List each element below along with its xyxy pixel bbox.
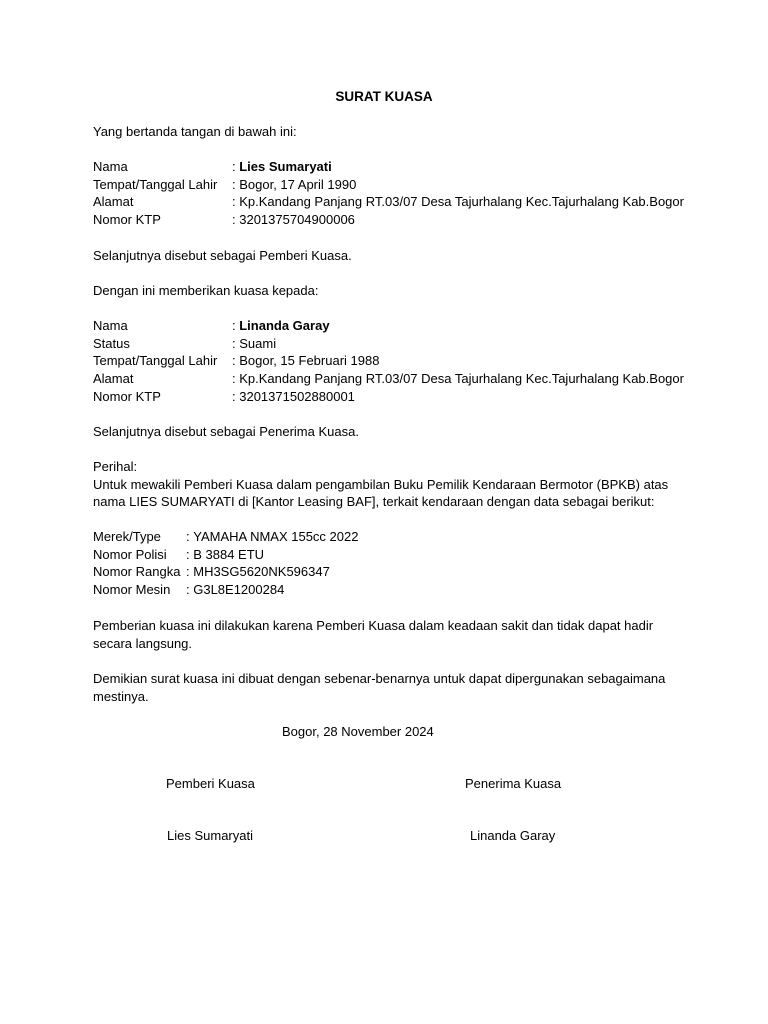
signature-name-penerima: Linanda Garay bbox=[470, 828, 556, 843]
field-label: Alamat bbox=[93, 194, 134, 210]
perihal-text-line: Untuk mewakili Pemberi Kuasa dalam pengambilan Buku Pemilik Kendaraan Bermotor (BPKB) atas bbox=[93, 476, 669, 492]
field-value: MH3SG5620NK596347 bbox=[193, 564, 330, 580]
penerima-row-nama: Nama : Linanda Garay bbox=[93, 318, 330, 333]
field-value: 3201371502880001 bbox=[239, 388, 355, 404]
field-label: Tempat/Tanggal Lahir bbox=[93, 353, 218, 369]
field-value: Bogor, 15 Februari 1988 bbox=[239, 353, 380, 369]
field-label: Nomor Rangka bbox=[93, 564, 181, 580]
field-value: Lies Sumaryati bbox=[239, 159, 332, 174]
reason-paragraph: Pemberian kuasa ini dilakukan karena Pemberi Kuasa dalam keadaan sakit dan tidak dapat hadir secara langsung. bbox=[93, 618, 654, 651]
penerima-row-alamat: Alamat : Kp.Kandang Panjang RT.03/07 Desa Tajurhalang Kec.Tajurhalang Kab.Bogor bbox=[93, 371, 684, 387]
field-value: Linanda Garay bbox=[239, 318, 330, 333]
signature-name-pemberi: Lies Sumaryati bbox=[167, 828, 253, 843]
pemberi-row-alamat: Alamat : Kp.Kandang Panjang RT.03/07 Desa Tajurhalang Kec.Tajurhalang Kab.Bogor bbox=[93, 194, 684, 210]
field-label: Alamat bbox=[93, 371, 134, 387]
field-value: Kp.Kandang Panjang RT.03/07 Desa Tajurhalang Kec.Tajurhalang Kab.Bogor bbox=[239, 371, 684, 387]
vehicle-row-merek: Merek/Type : YAMAHA NMAX 155cc 2022 bbox=[93, 529, 359, 544]
intro-text: Yang bertanda tangan di bawah ini: bbox=[93, 124, 297, 139]
field-value: 3201375704900006 bbox=[239, 212, 355, 228]
penerima-note: Selanjutnya disebut sebagai Penerima Kuasa. bbox=[93, 424, 359, 439]
pemberi-row-ktp: Nomor KTP : 3201375704900006 bbox=[93, 212, 355, 228]
perihal-section bbox=[93, 458, 693, 511]
field-label: Nomor KTP bbox=[93, 388, 161, 404]
transition-text: Dengan ini memberikan kuasa kepada: bbox=[93, 283, 319, 298]
letter-title: SURAT KUASA bbox=[335, 89, 433, 104]
vehicle-row-mesin: Nomor Mesin : G3L8E1200284 bbox=[93, 582, 285, 598]
field-value: G3L8E1200284 bbox=[193, 582, 285, 598]
field-label: Merek/Type bbox=[93, 529, 161, 544]
signature-role-pemberi: Pemberi Kuasa bbox=[166, 776, 255, 791]
signature-role-penerima: Penerima Kuasa bbox=[465, 776, 562, 791]
field-label: Nama bbox=[93, 318, 128, 333]
field-value: YAMAHA NMAX 155cc 2022 bbox=[193, 529, 359, 544]
perihal-label: Perihal: bbox=[93, 459, 138, 474]
vehicle-row-rangka: Nomor Rangka : MH3SG5620NK596347 bbox=[93, 564, 330, 580]
closing-paragraph: Demikian surat kuasa ini dibuat dengan sebenar-benarnya untuk dapat dipergunakan sebagaimana mestinya. bbox=[93, 671, 666, 704]
penerima-row-status: Status : Suami bbox=[93, 335, 277, 351]
place-date: Bogor, 28 November 2024 bbox=[282, 724, 434, 739]
pemberi-identity-table bbox=[93, 158, 693, 229]
pemberi-row-nama: Nama : Lies Sumaryati bbox=[93, 159, 332, 174]
field-value: Bogor, 17 April 1990 bbox=[239, 176, 357, 192]
pemberi-row-ttl: Tempat/Tanggal Lahir : Bogor, 17 April 1990 bbox=[93, 176, 357, 192]
vehicle-data-table bbox=[93, 528, 693, 599]
penerima-row-ktp: Nomor KTP : 3201371502880001 bbox=[93, 388, 355, 404]
perihal-text-line: nama LIES SUMARYATI di [Kantor Leasing BAF], terkait kendaraan dengan data sebagai berikut: bbox=[93, 494, 655, 510]
field-label: Tempat/Tanggal Lahir bbox=[93, 176, 218, 192]
field-value: Suami bbox=[239, 335, 277, 351]
field-value: Kp.Kandang Panjang RT.03/07 Desa Tajurhalang Kec.Tajurhalang Kab.Bogor bbox=[239, 194, 684, 210]
field-label: Nomor Polisi bbox=[93, 546, 167, 562]
penerima-identity-table bbox=[93, 317, 693, 406]
vehicle-row-polisi: Nomor Polisi : B 3884 ETU bbox=[93, 546, 265, 562]
field-label: Nomor Mesin bbox=[93, 582, 171, 598]
field-value: B 3884 ETU bbox=[193, 546, 265, 562]
field-label: Status bbox=[93, 335, 130, 351]
field-label: Nama bbox=[93, 159, 128, 174]
field-label: Nomor KTP bbox=[93, 212, 161, 228]
pemberi-note: Selanjutnya disebut sebagai Pemberi Kuasa. bbox=[93, 248, 352, 263]
penerima-row-ttl: Tempat/Tanggal Lahir : Bogor, 15 Februari 1988 bbox=[93, 353, 380, 369]
